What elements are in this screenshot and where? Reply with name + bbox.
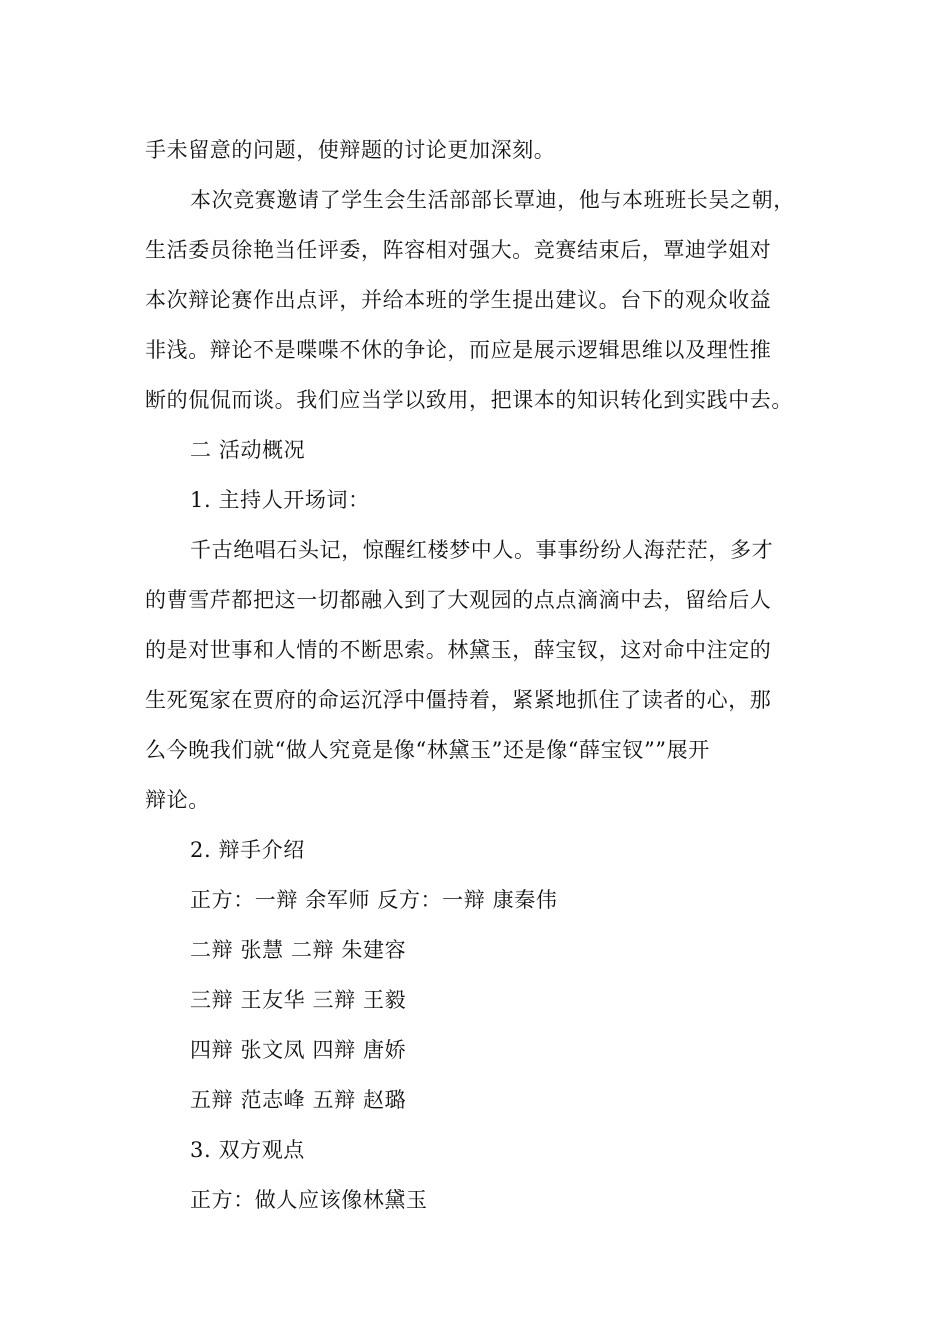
debater-list-line: 二辩 张慧 二辩 朱建容 — [190, 938, 407, 962]
paragraph-line: 正方：做人应该像林黛玉 — [190, 1188, 428, 1212]
paragraph-line: 的曹雪芹都把这一切都融入到了大观园的点点滴滴中去，留给后人 — [145, 588, 772, 612]
subsection-heading: 3. 双方观点 — [190, 1138, 305, 1162]
paragraph-line: 的是对世事和人情的不断思索。林黛玉，薛宝钗，这对命中注定的 — [145, 638, 772, 662]
paragraph-line: 本次竞赛邀请了学生会生活部部长覃迪，他与本班班长吴之朝， — [190, 188, 795, 212]
paragraph-line: 千古绝唱石头记，惊醒红楼梦中人。事事纷纷人海茫茫，多才 — [190, 538, 774, 562]
debater-list-line: 五辩 范志峰 五辩 赵璐 — [190, 1088, 407, 1112]
paragraph-line: 生活委员徐艳当任评委，阵容相对强大。竞赛结束后，覃迪学姐对 — [145, 238, 772, 262]
debater-list-line: 四辩 张文凤 四辩 唐娇 — [190, 1038, 407, 1062]
debater-list-line: 正方：一辩 余军师 反方：一辩 康秦伟 — [190, 888, 558, 912]
paragraph-line: 辩论。 — [145, 788, 210, 812]
debater-list-line: 三辩 王友华 三辩 王毅 — [190, 988, 407, 1012]
section-heading: 二 活动概况 — [190, 438, 306, 462]
paragraph-line: 么今晚我们就“做人究竟是像“林黛玉”还是像“薛宝钗””展开 — [145, 738, 710, 762]
paragraph-line: 非浅。辩论不是喋喋不休的争论，而应是展示逻辑思维以及理性推 — [145, 338, 772, 362]
paragraph-line: 手未留意的问题，使辩题的讨论更加深刻。 — [145, 138, 556, 162]
subsection-heading: 2. 辩手介绍 — [190, 838, 305, 862]
paragraph-line: 生死冤家在贾府的命运沉浮中僵持着，紧紧地抓住了读者的心，那 — [145, 688, 772, 712]
paragraph-line: 断的侃侃而谈。我们应当学以致用，把课本的知识转化到实践中去。 — [145, 388, 793, 412]
paragraph-line: 本次辩论赛作出点评，并给本班的学生提出建议。台下的观众收益 — [145, 288, 772, 312]
subsection-heading: 1. 主持人开场词： — [190, 488, 370, 512]
